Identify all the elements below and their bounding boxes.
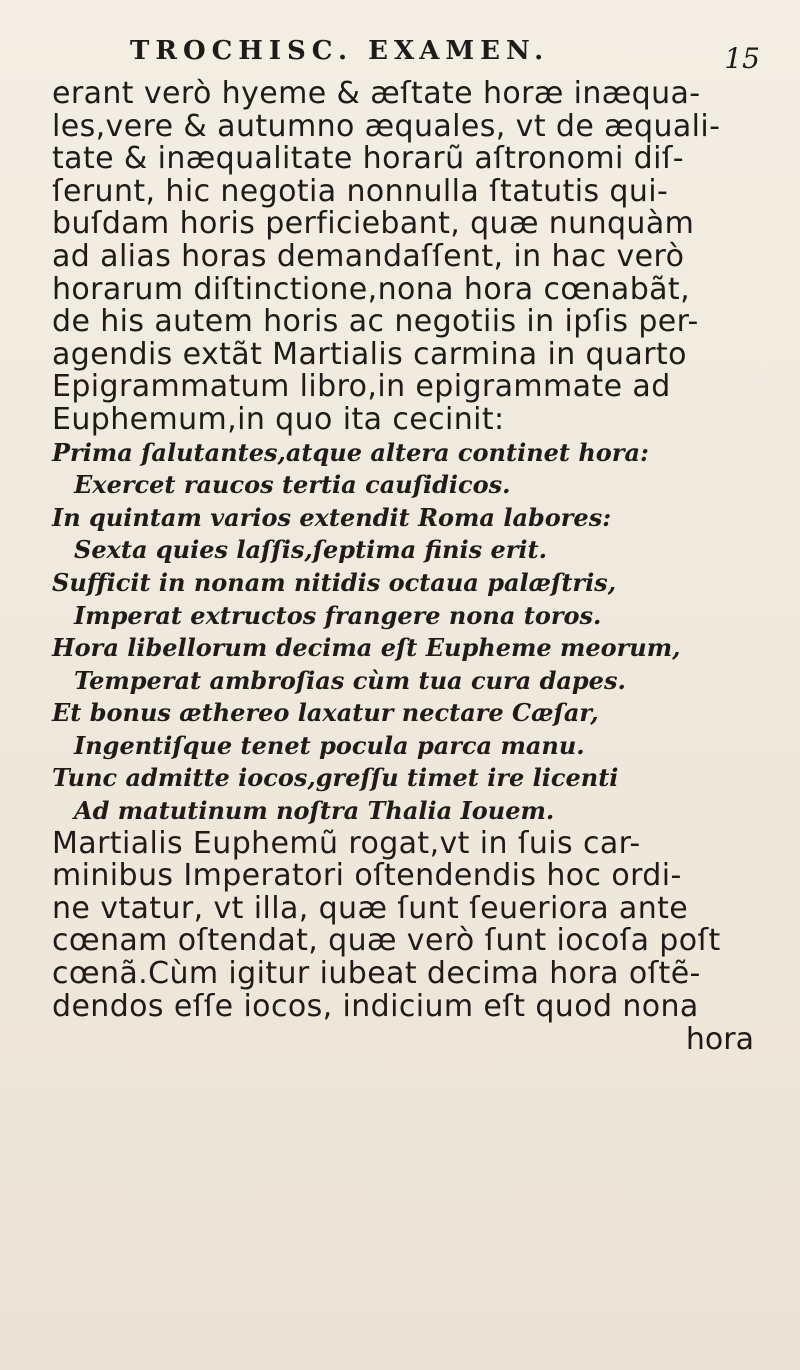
text-line: minibus Imperatori oſtendendis hoc ordi- [52, 858, 682, 894]
text-line: agendis extãt Martialis carmina in quarto [52, 336, 687, 372]
verse-line: Et bonus æthereo laxatur nectare Cæſar, [52, 698, 599, 728]
page-number: 15 [724, 42, 760, 75]
page-body [52, 78, 766, 1056]
running-title: TROCHISC. EXAMEN. [130, 36, 550, 66]
text-line: erant verò hyeme & æſtate horæ inæqua- [52, 76, 701, 111]
text-line: horarum diſtinctione,nona hora cœnabãt, [52, 271, 691, 307]
verse-line: Sexta quies laſſis,ſeptima finis erit. [74, 535, 547, 565]
verse-line: Tunc admitte iocos,greſſu timet ire licenti [52, 763, 619, 793]
text-line: de his autem horis ac negotiis in ipſis per- [52, 304, 699, 340]
text-line: cœnã.Cùm igitur iubeat decima hora oſtẽ- [52, 956, 701, 992]
text-line: dendos eſſe iocos, indicium eſt quod nona [52, 988, 699, 1024]
text-line: Euphemum,in quo ita cecinit: [52, 401, 505, 437]
verse-line: Prima ſalutantes,atque altera continet hora: [52, 437, 649, 467]
verse-line: In quintam varios extendit Roma labores: [52, 502, 612, 532]
verse-line: Ingentiſque tenet pocula parca manu. [74, 730, 585, 760]
text-line: buſdam horis perficiebant, quæ nunquàm [52, 206, 695, 242]
verse-line: Hora libellorum decima eſt Eupheme meorum, [52, 633, 681, 663]
text-line: ne vtatur, vt illa, quæ ſunt ſeueriora ante [52, 890, 689, 926]
text-line: Martialis Euphemũ rogat,vt in ſuis car- [52, 825, 641, 861]
catchword: hora [685, 1022, 754, 1058]
verse-line: Exercet raucos tertia cauſidicos. [74, 470, 511, 500]
text-line: ſerunt, hic negotia nonnulla ſtatutis qui- [52, 173, 669, 209]
verse-line: Sufficit in nonam nitidis octaua palæſtris, [52, 567, 617, 597]
paragraph-intro [52, 78, 766, 437]
page-header [130, 30, 760, 75]
text-line: tate & inæqualitate horarũ aſtronomi diſ- [52, 141, 684, 177]
verse-line: Imperat extructos frangere nona toros. [74, 600, 602, 630]
text-line: les,vere & autumno æquales, vt de æquali- [52, 108, 721, 144]
text-line: ad alias horas demandaſſent, in hac verò [52, 238, 685, 274]
text-line: cœnam oſtendat, quæ verò ſunt iocoſa poſt [52, 923, 721, 959]
paragraph-commentary [52, 825, 766, 1024]
epigram-verse [52, 437, 766, 828]
verse-line: Ad matutinum noſtra Thalia Iouem. [74, 796, 555, 826]
verse-line: Temperat ambroſias cùm tua cura dapes. [74, 665, 626, 695]
text-line: Epigrammatum libro,in epigrammate ad [52, 369, 671, 405]
